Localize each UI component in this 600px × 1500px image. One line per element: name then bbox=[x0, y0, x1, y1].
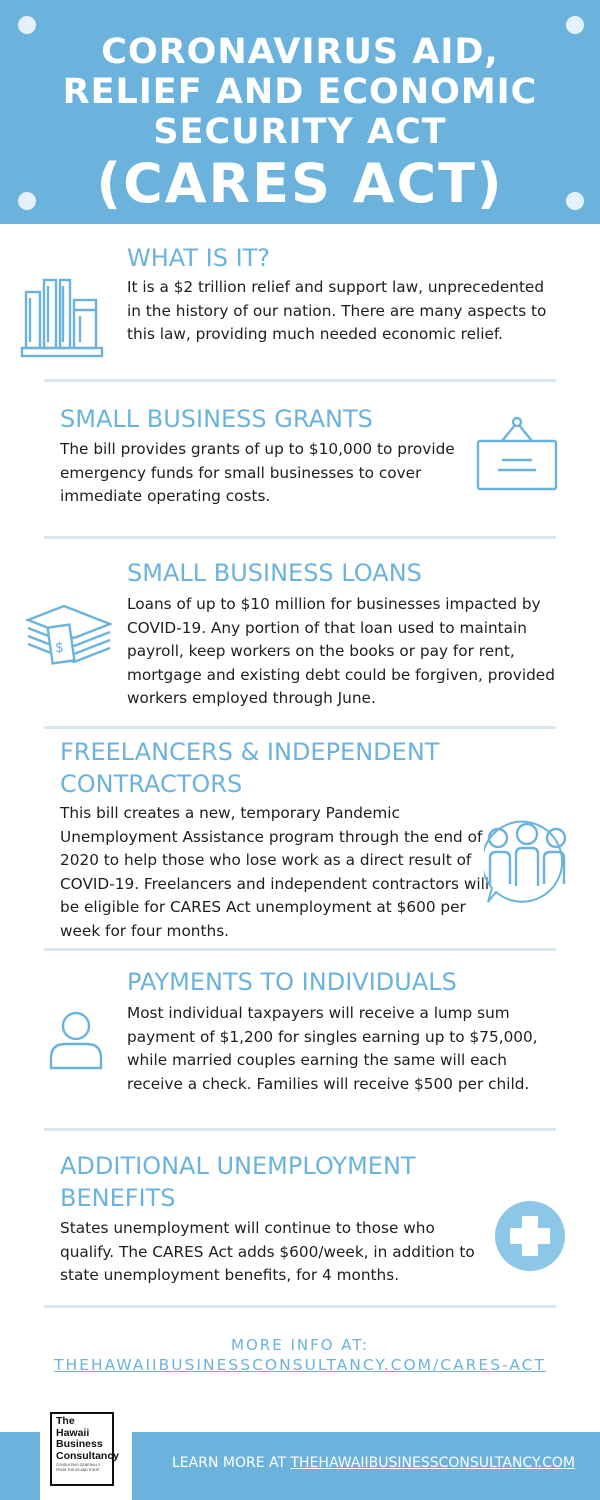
title-line: CORONAVIRUS AID, bbox=[101, 32, 499, 72]
divider bbox=[44, 536, 556, 539]
divider bbox=[44, 948, 556, 951]
header-banner bbox=[0, 0, 600, 224]
divider bbox=[44, 1128, 556, 1131]
section-title-line: ADDITIONAL UNEMPLOYMENT bbox=[60, 1152, 416, 1180]
learn-more-prefix: LEARN MORE AT bbox=[172, 1455, 291, 1471]
person-icon bbox=[48, 1010, 104, 1070]
page-title bbox=[20, 32, 580, 152]
learn-more-link[interactable]: THEHAWAIIBUSINESSCONSULTANCY.COM bbox=[290, 1455, 575, 1471]
section-title: SMALL BUSINESS LOANS bbox=[127, 559, 422, 587]
section-body: Loans of up to $10 million for businesses impacted by COVID-19. Any portion of that loan used to maintain payroll, keep workers on the books or pay for rent, mortgage and existing debt could be forgiven, provided workers employed through June. bbox=[127, 595, 555, 707]
group-chat-icon bbox=[484, 820, 570, 904]
more-info-label: MORE INFO AT: bbox=[231, 1336, 369, 1354]
section-title bbox=[60, 736, 439, 800]
section-title: WHAT IS IT? bbox=[127, 244, 271, 272]
section-body: This bill creates a new, temporary Pandemic Unemployment Assistance program through the end of 2020 to help those who lose work as a direct result of COVID-19. Freelancers and independent contractors will be eligible for CARES Act unemployment at $600 per week for four months. bbox=[60, 804, 490, 940]
section-title-line: BENEFITS bbox=[60, 1184, 176, 1212]
divider bbox=[44, 726, 556, 729]
section-body: The bill provides grants of up to $10,000 to provide emergency funds for small businesses to cover immediate operating costs. bbox=[60, 440, 455, 505]
money-stack-icon bbox=[24, 602, 116, 668]
section-title: SMALL BUSINESS GRANTS bbox=[60, 405, 373, 433]
hanging-sign-icon bbox=[474, 414, 560, 494]
logo-text: Hawaii bbox=[56, 1426, 90, 1439]
learn-more-text bbox=[172, 1453, 575, 1473]
more-info-link[interactable]: THEHAWAIIBUSINESSCONSULTANCY.COM/CARES-ACT bbox=[54, 1356, 546, 1374]
section-body: It is a $2 trillion relief and support law, unprecedented in the history of our nation. There are many aspects to this law, providing much needed economic relief. bbox=[127, 278, 547, 343]
title-line: SECURITY ACT bbox=[153, 112, 447, 152]
title-line: RELIEF AND ECONOMIC bbox=[62, 72, 538, 112]
section-title bbox=[60, 1150, 416, 1214]
plus-circle-icon bbox=[494, 1200, 566, 1272]
divider bbox=[44, 379, 556, 382]
section-title-line: CONTRACTORS bbox=[60, 770, 243, 798]
logo-text: The bbox=[56, 1415, 75, 1427]
logo-tagline: CONSULTING GENERALLY FROM THE ISLAND STATE bbox=[56, 1463, 101, 1472]
section-title-line: FREELANCERS & INDEPENDENT bbox=[60, 738, 440, 766]
logo-frame bbox=[50, 1412, 120, 1486]
company-logo[interactable] bbox=[40, 1402, 132, 1500]
svg-text:$: $ bbox=[55, 640, 64, 656]
section-body: Most individual taxpayers will receive a lump sum payment of $1,200 for singles earning up to $75,000, while married couples earning the same will each receive a check. Families will receive $500 per child. bbox=[127, 1004, 538, 1093]
books-icon bbox=[20, 276, 104, 360]
logo-text: Business bbox=[56, 1438, 103, 1450]
section-body: States unemployment will continue to those who qualify. The CARES Act adds $600/week, in addition to state unemployment benefits, for 4 months. bbox=[60, 1219, 475, 1284]
logo-text: Consultancy bbox=[56, 1449, 120, 1462]
title-acronym: (CARES ACT) bbox=[96, 152, 504, 215]
section-title: PAYMENTS TO INDIVIDUALS bbox=[127, 968, 457, 996]
divider bbox=[44, 1305, 556, 1308]
